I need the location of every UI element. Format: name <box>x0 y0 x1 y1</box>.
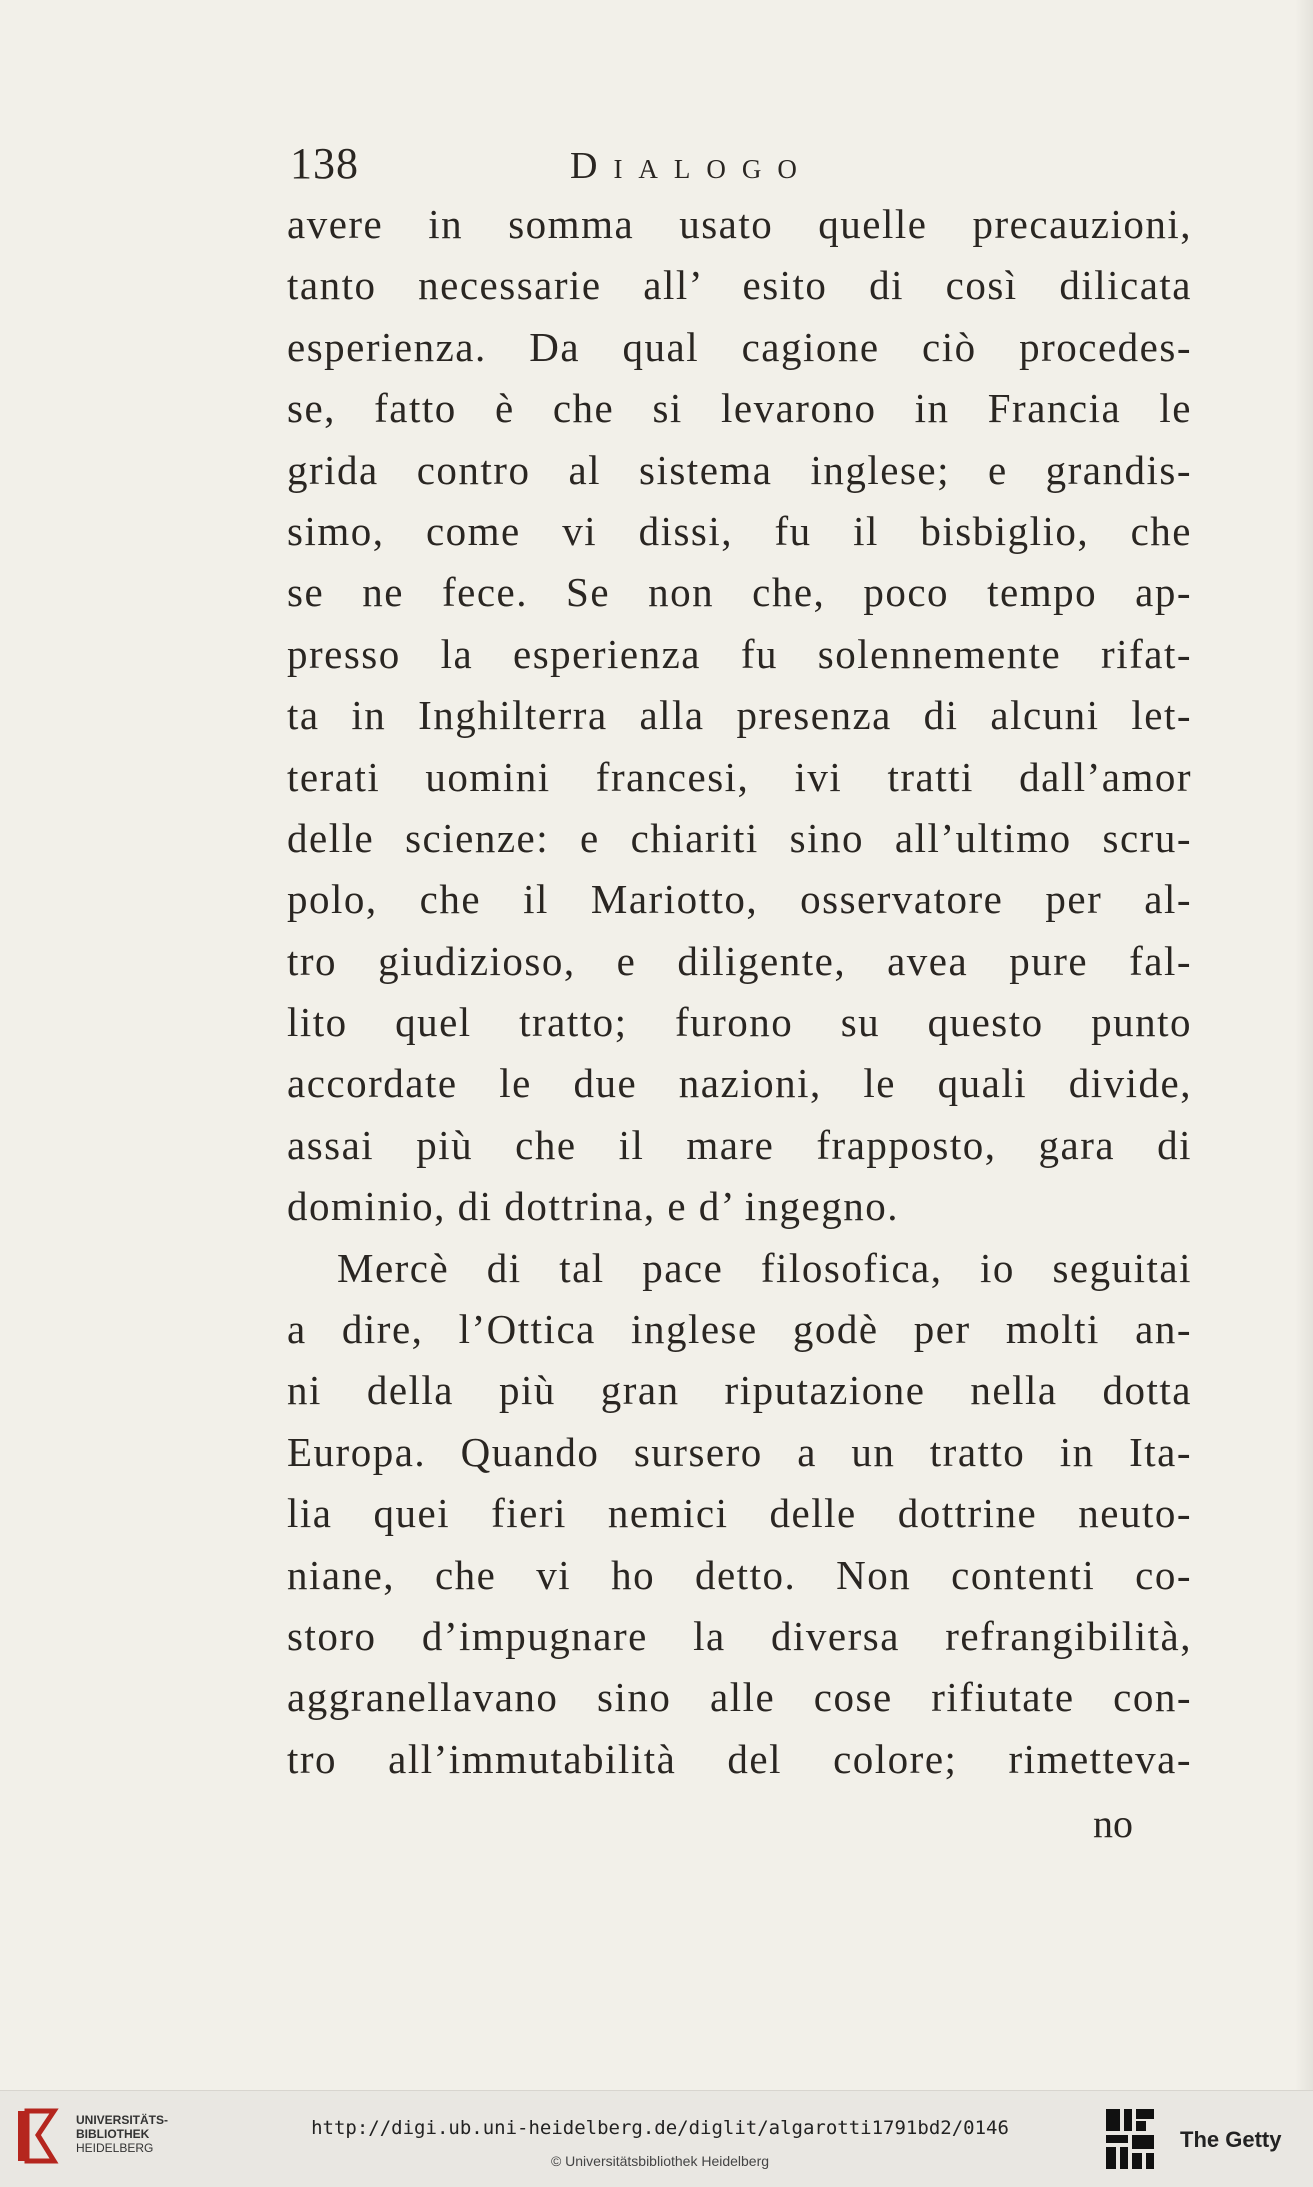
library-name-line: HEIDELBERG <box>76 2141 154 2155</box>
copyright-notice: © Universitätsbibliothek Heidelberg <box>550 2153 770 2169</box>
footer-bar <box>0 2090 1313 2187</box>
text-line: assai più che il mare frapposto, gara di <box>287 1121 1192 1168</box>
text-line: niane, che vi ho detto. Non contenti co- <box>287 1551 1192 1598</box>
text-line: dominio, di dottrina, e d’ ingegno. <box>287 1183 899 1230</box>
catchword: no <box>1093 1801 1133 1846</box>
text-line: se, fatto è che si levarono in Francia le <box>287 385 1192 432</box>
text-line: a dire, l’Ottica inglese godè per molti an- <box>287 1306 1192 1353</box>
library-name-line: UNIVERSITÄTS- <box>76 2113 169 2127</box>
text-line: grida contro al sistema inglese; e grandis- <box>287 446 1192 493</box>
text-line: tanto necessarie all’ esito di così dilicata <box>287 262 1192 309</box>
running-head <box>290 138 1190 198</box>
text-line: terati uomini francesi, ivi tratti dall’amor <box>287 753 1192 800</box>
text-line: Mercè di tal pace filosofica, io seguitai <box>337 1244 1192 1291</box>
text-line: presso la esperienza fu solennemente rifat- <box>287 630 1192 677</box>
text-line: tro giudizioso, e diligente, avea pure fal- <box>287 937 1192 984</box>
text-line: polo, che il Mariotto, osservatore per al- <box>287 876 1192 923</box>
text-line: lito quel tratto; furono su questo punto <box>287 999 1192 1046</box>
text-line: simo, come vi dissi, fu il bisbiglio, che <box>287 507 1192 554</box>
text-line: accordate le due nazioni, le quali divide, <box>287 1060 1192 1107</box>
text-line: lia quei fieri nemici delle dottrine neuto- <box>287 1490 1192 1537</box>
text-line: aggranellavano sino alle cose rifiutate con- <box>287 1674 1192 1721</box>
text-line: tro all’immutabilità del colore; rimetteva- <box>287 1735 1192 1782</box>
text-line: ta in Inghilterra alla presenza di alcuni let- <box>287 692 1192 739</box>
page-number: 138 <box>290 139 359 188</box>
text-line: Europa. Quando sursero a un tratto in Ita- <box>287 1428 1192 1475</box>
university-library-logo-icon <box>14 2105 64 2167</box>
library-name <box>76 2113 168 2155</box>
library-name-line: BIBLIOTHEK <box>76 2127 150 2141</box>
running-title: Dialogo <box>570 145 813 187</box>
body-text <box>287 194 1192 1790</box>
page-edge-shadow <box>1295 0 1313 2090</box>
text-line: ni della più gran riputazione nella dotta <box>287 1367 1192 1414</box>
text-line: storo d’impugnare la diversa refrangibilità, <box>287 1612 1192 1659</box>
text-line: se ne fece. Se non che, poco tempo ap- <box>287 569 1192 616</box>
text-line: esperienza. Da qual cagione ciò procedes- <box>287 323 1192 370</box>
getty-logo-icon <box>1104 2107 1156 2171</box>
permalink-url[interactable]: http://digi.ub.uni-heidelberg.de/diglit/algarotti1791bd2/0146 <box>311 2117 1009 2139</box>
partner-name: The Getty <box>1180 2127 1282 2152</box>
text-line: delle scienze: e chiariti sino all’ultimo scru- <box>287 814 1192 861</box>
text-line: avere in somma usato quelle precauzioni, <box>287 201 1192 247</box>
